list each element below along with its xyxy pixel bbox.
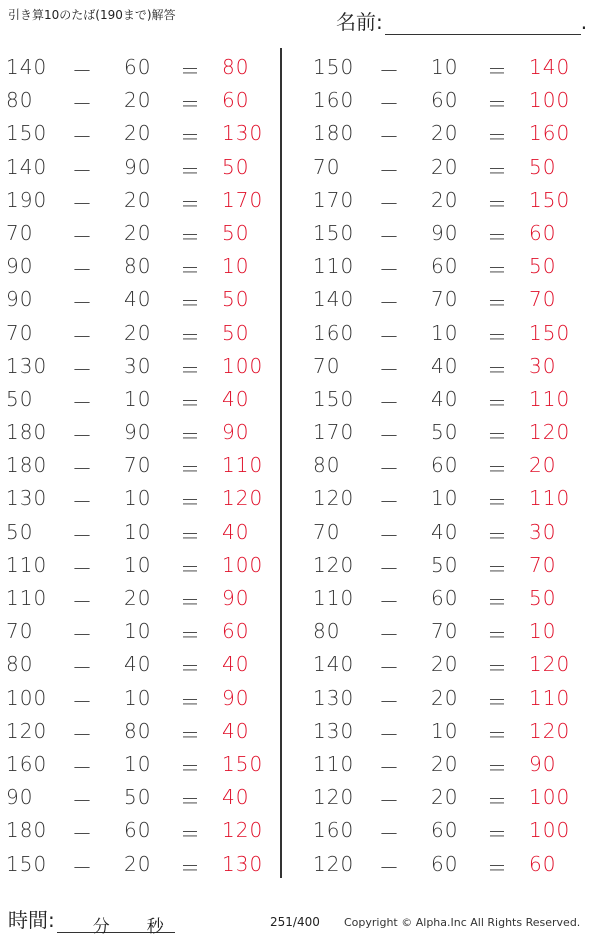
answer: 50: [222, 220, 250, 245]
answer: 150: [222, 751, 264, 776]
minus-sign: －: [379, 224, 400, 249]
equals-sign: ＝: [487, 457, 508, 482]
equals-sign: ＝: [180, 623, 201, 648]
minus-sign: －: [72, 556, 93, 581]
answer: 40: [222, 785, 250, 810]
minuend: 50: [6, 519, 34, 544]
minutes-label: 分: [92, 917, 110, 937]
subtrahend: 60: [431, 88, 459, 113]
subtrahend: 20: [124, 187, 152, 212]
equals-sign: ＝: [180, 457, 201, 482]
answer: 60: [222, 88, 250, 113]
answer: 40: [222, 652, 250, 677]
answer: 110: [529, 386, 571, 411]
answer: 30: [529, 519, 557, 544]
answer: 20: [529, 453, 557, 478]
equals-sign: ＝: [487, 324, 508, 349]
subtrahend: 20: [431, 685, 459, 710]
equals-sign: ＝: [180, 390, 201, 415]
answer: 50: [529, 154, 557, 179]
minuend: 70: [313, 519, 341, 544]
minus-sign: －: [379, 59, 400, 83]
equals-sign: ＝: [487, 523, 508, 548]
minus-sign: －: [379, 523, 400, 548]
minuend: 160: [313, 818, 355, 843]
subtrahend: 10: [124, 685, 152, 710]
answer: 30: [529, 353, 557, 378]
subtrahend: 70: [124, 453, 152, 478]
equals-sign: ＝: [487, 158, 508, 183]
time-field: [8, 904, 175, 937]
minus-sign: －: [72, 523, 93, 548]
minuend: 170: [313, 420, 355, 445]
equals-sign: ＝: [180, 92, 201, 117]
minuend: 150: [6, 121, 48, 146]
minus-sign: －: [379, 689, 400, 714]
answer: 110: [222, 453, 264, 478]
equals-sign: ＝: [180, 855, 201, 880]
subtrahend: 10: [124, 486, 152, 511]
minus-sign: －: [379, 291, 400, 316]
minuend: 140: [313, 287, 355, 312]
subtrahend: 50: [431, 552, 459, 577]
page-number: 251/400: [270, 915, 320, 929]
minuend: 80: [313, 619, 341, 644]
equals-sign: ＝: [487, 755, 508, 780]
subtrahend: 20: [124, 220, 152, 245]
subtrahend: 20: [431, 652, 459, 677]
answer: 90: [529, 751, 557, 776]
minuend: 70: [313, 154, 341, 179]
equals-sign: ＝: [487, 224, 508, 249]
minuend: 160: [313, 88, 355, 113]
minus-sign: －: [72, 490, 93, 515]
minus-sign: －: [379, 623, 400, 648]
equals-sign: ＝: [487, 623, 508, 648]
subtrahend: 30: [124, 353, 152, 378]
minus-sign: －: [379, 789, 400, 814]
answer: 110: [529, 486, 571, 511]
minuend: 140: [313, 652, 355, 677]
answer: 60: [529, 220, 557, 245]
answer: 70: [529, 287, 557, 312]
equals-sign: ＝: [487, 125, 508, 150]
equals-sign: ＝: [180, 59, 201, 83]
subtrahend: 50: [124, 785, 152, 810]
minus-sign: －: [379, 424, 400, 449]
minuend: 80: [313, 453, 341, 478]
answer: 70: [529, 552, 557, 577]
minus-sign: －: [379, 258, 400, 283]
minus-sign: －: [72, 324, 93, 349]
subtrahend: 10: [124, 519, 152, 544]
equals-sign: ＝: [180, 523, 201, 548]
equals-sign: ＝: [180, 789, 201, 814]
time-blank-line: [57, 912, 175, 937]
answer: 160: [529, 121, 571, 146]
answer: 100: [529, 785, 571, 810]
minuend: 110: [313, 254, 355, 279]
equals-sign: ＝: [487, 656, 508, 681]
equals-sign: ＝: [180, 291, 201, 316]
equals-sign: ＝: [487, 789, 508, 814]
minuend: 150: [313, 55, 355, 79]
minus-sign: －: [72, 224, 93, 249]
minus-sign: －: [72, 789, 93, 814]
answer: 120: [529, 718, 571, 743]
minuend: 140: [6, 154, 48, 179]
subtrahend: 60: [431, 851, 459, 876]
answer: 150: [529, 320, 571, 345]
minuend: 100: [6, 685, 48, 710]
minus-sign: －: [379, 191, 400, 216]
minus-sign: －: [379, 125, 400, 150]
minuend: 70: [6, 320, 34, 345]
minus-sign: －: [72, 424, 93, 449]
answer: 140: [529, 55, 571, 79]
answer: 50: [222, 154, 250, 179]
subtrahend: 40: [431, 386, 459, 411]
minuend: 160: [6, 751, 48, 776]
minuend: 150: [313, 220, 355, 245]
subtrahend: 60: [124, 55, 152, 79]
answer: 50: [529, 254, 557, 279]
answer: 110: [529, 685, 571, 710]
subtrahend: 20: [431, 121, 459, 146]
answer: 170: [222, 187, 264, 212]
equals-sign: ＝: [180, 556, 201, 581]
minuend: 110: [313, 586, 355, 610]
answer: 60: [222, 619, 250, 644]
minuend: 130: [313, 685, 355, 710]
answer: 100: [529, 88, 571, 113]
subtrahend: 20: [431, 785, 459, 810]
equals-sign: ＝: [180, 191, 201, 216]
minus-sign: －: [379, 556, 400, 581]
equals-sign: ＝: [487, 689, 508, 714]
minus-sign: －: [72, 755, 93, 780]
answer: 60: [529, 851, 557, 876]
subtrahend: 20: [431, 751, 459, 776]
minuend: 130: [313, 718, 355, 743]
minuend: 90: [6, 287, 34, 312]
answer: 80: [222, 55, 250, 79]
subtrahend: 40: [431, 353, 459, 378]
equals-sign: ＝: [487, 855, 508, 880]
subtrahend: 10: [124, 386, 152, 411]
minus-sign: －: [379, 92, 400, 117]
minuend: 80: [6, 652, 34, 677]
minuend: 120: [313, 851, 355, 876]
minuend: 180: [6, 818, 48, 843]
answer: 10: [222, 254, 250, 279]
minus-sign: －: [379, 390, 400, 415]
equals-sign: ＝: [180, 490, 201, 515]
equals-sign: ＝: [180, 125, 201, 150]
equals-sign: ＝: [180, 258, 201, 283]
minuend: 110: [313, 751, 355, 776]
minus-sign: －: [72, 822, 93, 847]
minuend: 180: [313, 121, 355, 146]
subtrahend: 60: [431, 586, 459, 610]
minuend: 90: [6, 254, 34, 279]
answer: 40: [222, 519, 250, 544]
minus-sign: －: [379, 590, 400, 614]
answer: 120: [529, 652, 571, 677]
subtrahend: 10: [431, 320, 459, 345]
minuend: 150: [6, 851, 48, 876]
subtrahend: 90: [431, 220, 459, 245]
subtrahend: 70: [431, 619, 459, 644]
subtrahend: 60: [431, 818, 459, 843]
answer: 120: [222, 486, 264, 511]
equals-sign: ＝: [180, 324, 201, 349]
subtrahend: 20: [124, 121, 152, 146]
subtrahend: 10: [124, 552, 152, 577]
equals-sign: ＝: [487, 822, 508, 847]
equals-sign: ＝: [180, 656, 201, 681]
minus-sign: －: [72, 656, 93, 681]
equals-sign: ＝: [487, 291, 508, 316]
minus-sign: －: [72, 390, 93, 415]
answer: 130: [222, 851, 264, 876]
name-field: [336, 6, 587, 35]
subtrahend: 10: [431, 486, 459, 511]
seconds-label: 秒: [146, 917, 164, 937]
subtrahend: 20: [124, 88, 152, 113]
minuend: 120: [313, 785, 355, 810]
subtrahend: 60: [124, 818, 152, 843]
minus-sign: －: [72, 258, 93, 283]
subtrahend: 10: [431, 55, 459, 79]
minus-sign: －: [72, 291, 93, 316]
subtrahend: 90: [124, 420, 152, 445]
minuend: 120: [313, 486, 355, 511]
minus-sign: －: [72, 158, 93, 183]
minuend: 120: [6, 718, 48, 743]
subtrahend: 10: [431, 718, 459, 743]
minuend: 170: [313, 187, 355, 212]
equals-sign: ＝: [487, 424, 508, 449]
equals-sign: ＝: [180, 357, 201, 382]
subtrahend: 70: [431, 287, 459, 312]
equals-sign: ＝: [487, 590, 508, 614]
minus-sign: －: [379, 158, 400, 183]
minuend: 160: [313, 320, 355, 345]
answer: 40: [222, 718, 250, 743]
name-end-dot: .: [580, 10, 588, 34]
answer: 130: [222, 121, 264, 146]
answer: 50: [529, 586, 557, 610]
answer: 120: [529, 420, 571, 445]
name-blank-line: [385, 14, 581, 35]
worksheet-title: 引き算10のたば(190まで)解答: [8, 8, 176, 22]
name-label: 名前:: [336, 10, 383, 34]
answer: 150: [529, 187, 571, 212]
answer: 50: [222, 287, 250, 312]
minuend: 150: [313, 386, 355, 411]
minuend: 130: [6, 486, 48, 511]
minus-sign: －: [379, 656, 400, 681]
subtrahend: 40: [124, 287, 152, 312]
column-divider: [280, 48, 282, 878]
minuend: 140: [6, 55, 48, 79]
minuend: 70: [313, 353, 341, 378]
minuend: 180: [6, 420, 48, 445]
subtrahend: 20: [124, 851, 152, 876]
minus-sign: －: [379, 357, 400, 382]
minus-sign: －: [379, 324, 400, 349]
equals-sign: ＝: [487, 191, 508, 216]
equals-sign: ＝: [180, 158, 201, 183]
minus-sign: －: [379, 722, 400, 747]
equals-sign: ＝: [180, 224, 201, 249]
subtrahend: 40: [431, 519, 459, 544]
subtrahend: 80: [124, 254, 152, 279]
minus-sign: －: [379, 855, 400, 880]
subtrahend: 80: [124, 718, 152, 743]
subtrahend: 10: [124, 619, 152, 644]
minuend: 110: [6, 552, 48, 577]
minuend: 120: [313, 552, 355, 577]
minuend: 70: [6, 619, 34, 644]
answer: 90: [222, 685, 250, 710]
minus-sign: －: [379, 457, 400, 482]
minuend: 180: [6, 453, 48, 478]
subtrahend: 20: [124, 586, 152, 610]
minus-sign: －: [72, 457, 93, 482]
minus-sign: －: [72, 357, 93, 382]
subtrahend: 40: [124, 652, 152, 677]
answer: 90: [222, 420, 250, 445]
equals-sign: ＝: [487, 722, 508, 747]
minus-sign: －: [72, 59, 93, 83]
minus-sign: －: [72, 855, 93, 880]
minus-sign: －: [72, 590, 93, 614]
equals-sign: ＝: [487, 92, 508, 117]
answer: 100: [222, 353, 264, 378]
subtrahend: 60: [431, 254, 459, 279]
equals-sign: ＝: [180, 722, 201, 747]
equals-sign: ＝: [487, 357, 508, 382]
minus-sign: －: [379, 490, 400, 515]
subtrahend: 50: [431, 420, 459, 445]
answer: 10: [529, 619, 557, 644]
minuend: 90: [6, 785, 34, 810]
minus-sign: －: [72, 722, 93, 747]
minuend: 50: [6, 386, 34, 411]
minus-sign: －: [72, 92, 93, 117]
minuend: 110: [6, 586, 48, 610]
subtrahend: 20: [431, 187, 459, 212]
equals-sign: ＝: [180, 424, 201, 449]
minus-sign: －: [72, 689, 93, 714]
minuend: 130: [6, 353, 48, 378]
answer: 100: [529, 818, 571, 843]
equals-sign: ＝: [487, 258, 508, 283]
copyright-text: Copyright © Alpha.Inc All Rights Reserved.: [344, 916, 581, 929]
subtrahend: 20: [124, 320, 152, 345]
answer: 40: [222, 386, 250, 411]
answer: 120: [222, 818, 264, 843]
answer: 50: [222, 320, 250, 345]
subtrahend: 60: [431, 453, 459, 478]
subtrahend: 20: [431, 154, 459, 179]
equals-sign: ＝: [180, 689, 201, 714]
minus-sign: －: [72, 191, 93, 216]
equals-sign: ＝: [487, 490, 508, 515]
minuend: 190: [6, 187, 48, 212]
time-label: 時間:: [8, 908, 55, 932]
equals-sign: ＝: [487, 556, 508, 581]
minuend: 80: [6, 88, 34, 113]
equals-sign: ＝: [180, 822, 201, 847]
equals-sign: ＝: [180, 755, 201, 780]
subtrahend: 90: [124, 154, 152, 179]
minus-sign: －: [379, 755, 400, 780]
equals-sign: ＝: [180, 590, 201, 614]
minus-sign: －: [72, 125, 93, 150]
equals-sign: ＝: [487, 390, 508, 415]
answer: 100: [222, 552, 264, 577]
minus-sign: －: [72, 623, 93, 648]
minuend: 70: [6, 220, 34, 245]
equals-sign: ＝: [487, 59, 508, 83]
subtrahend: 10: [124, 751, 152, 776]
minus-sign: －: [379, 822, 400, 847]
answer: 90: [222, 586, 250, 610]
